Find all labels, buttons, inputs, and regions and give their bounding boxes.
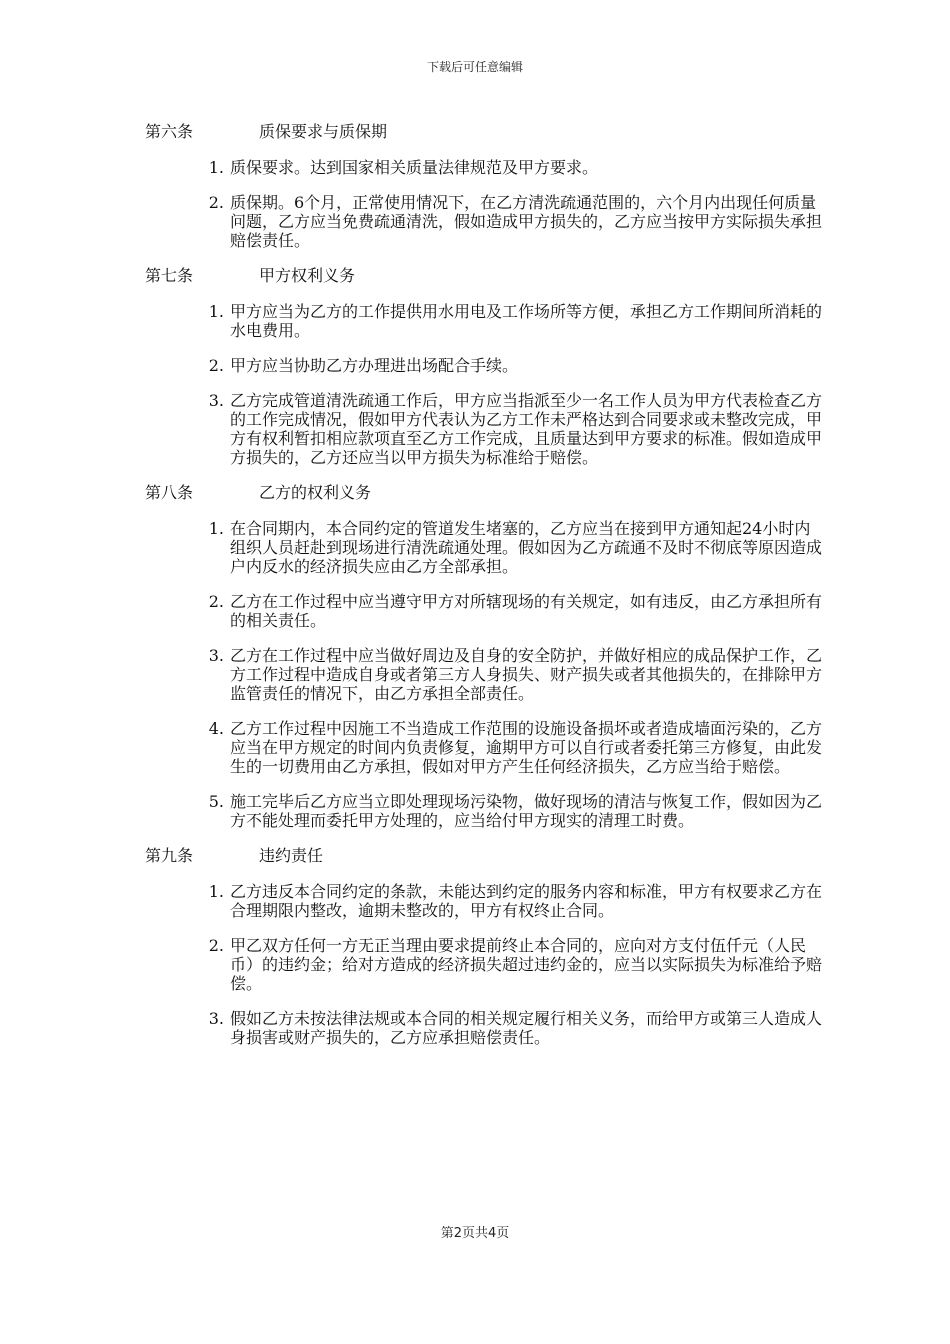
- list-item-number: 1.: [208, 302, 224, 321]
- list-item-text: 甲乙双方任何一方无正当理由要求提前终止本合同的，应向对方支付伍仟元（人民币）的违约金；给对方造成的经济损失超过违约金的，应当以实际损失为标准给予赔偿。: [230, 936, 823, 993]
- list-item: [145, 356, 825, 375]
- list-item-text: 在合同期内，本合同约定的管道发生堵塞的，乙方应当在接到甲方通知起24小时内组织人员赶赴到现场进行清洗疏通处理。假如因为乙方疏通不及时不彻底等原因造成户内反水的经济损失应由乙方全部承担。: [230, 519, 823, 576]
- article-title: 甲方权利义务: [259, 266, 356, 285]
- article-title: 违约责任: [259, 846, 324, 865]
- article-number: 第八条: [145, 483, 194, 502]
- document-body: [145, 122, 825, 1063]
- list-item: [145, 646, 825, 703]
- list-item-text: 施工完毕后乙方应当立即处理现场污染物，做好现场的清洁与恢复工作，假如因为乙方不能处理而委托甲方处理的，应当给付甲方现实的清理工时费。: [230, 792, 823, 830]
- article-section: [145, 122, 825, 250]
- list-item-number: 1.: [208, 882, 224, 901]
- article-number: 第六条: [145, 122, 194, 141]
- list-item-number: 2.: [208, 356, 224, 375]
- list-item-text: 乙方在工作过程中应当做好周边及自身的安全防护，并做好相应的成品保护工作，乙方工作过程中造成自身或者第三方人身损失、财产损失或者其他损失的，在排除甲方监管责任的情况下，由乙方承担全部责任。: [230, 646, 823, 703]
- list-item-number: 3.: [208, 646, 224, 665]
- list-item: [145, 719, 825, 776]
- list-item-text: 乙方完成管道清洗疏通工作后，甲方应当指派至少一名工作人员为甲方代表检查乙方的工作完成情况，假如甲方代表认为乙方工作未严格达到合同要求或未整改完成，甲方有权利暂扣相应款项直至乙方工作完成，且质量达到甲方要求的标准。假如造成甲方损失的，乙方还应当以甲方损失为标准给于赔偿。: [230, 391, 823, 467]
- article-title: 乙方的权利义务: [259, 483, 372, 502]
- list-item: [145, 592, 825, 630]
- article-number: 第九条: [145, 846, 194, 865]
- list-item-number: 5.: [208, 792, 224, 811]
- article-title: 质保要求与质保期: [259, 122, 388, 141]
- list-item-text: 甲方应当协助乙方办理进出场配合手续。: [230, 356, 519, 375]
- list-item: [145, 519, 825, 576]
- list-item: [145, 158, 825, 177]
- list-item-text: 乙方在工作过程中应当遵守甲方对所辖现场的有关规定，如有违反，由乙方承担所有的相关责任。: [230, 592, 823, 630]
- article-heading: [145, 483, 825, 503]
- article-section: [145, 483, 825, 830]
- list-item: [145, 391, 825, 467]
- list-item-number: 1.: [208, 158, 224, 177]
- list-item-number: 4.: [208, 719, 224, 738]
- list-item-text: 假如乙方未按法律法规或本合同的相关规定履行相关义务，而给甲方或第三人造成人身损害或财产损失的，乙方应承担赔偿责任。: [230, 1009, 823, 1047]
- article-heading: [145, 266, 825, 286]
- list-item: [145, 792, 825, 830]
- article-section: [145, 266, 825, 467]
- list-item-text: 甲方应当为乙方的工作提供用水用电及工作场所等方便，承担乙方工作期间所消耗的水电费用。: [230, 302, 823, 340]
- list-item: [145, 882, 825, 920]
- list-item-number: 2.: [208, 936, 224, 955]
- article-heading: [145, 846, 825, 866]
- list-item: [145, 193, 825, 250]
- list-item: [145, 302, 825, 340]
- list-item-number: 3.: [208, 1009, 224, 1028]
- list-item-text: 乙方工作过程中因施工不当造成工作范围的设施设备损坏或者造成墙面污染的，乙方应当在甲方规定的时间内负责修复，逾期甲方可以自行或者委托第三方修复，由此发生的一切费用由乙方承担，假如对甲方产生任何经济损失，乙方应当给于赔偿。: [230, 719, 823, 776]
- article-heading: [145, 122, 825, 142]
- list-item-number: 1.: [208, 519, 224, 538]
- article-section: [145, 846, 825, 1047]
- page-header: 下载后可任意编辑: [426, 60, 523, 74]
- list-item-text: 质保要求。达到国家相关质量法律规范及甲方要求。: [230, 158, 599, 177]
- article-number: 第七条: [145, 266, 194, 285]
- page-number: 第2页共4页: [440, 1226, 510, 1241]
- list-item-number: 2.: [208, 193, 224, 212]
- list-item: [145, 1009, 825, 1047]
- list-item-number: 3.: [208, 391, 224, 410]
- list-item-number: 2.: [208, 592, 224, 611]
- list-item: [145, 936, 825, 993]
- list-item-text: 质保期。6个月，正常使用情况下，在乙方清洗疏通范围的，六个月内出现任何质量问题，乙方应当免费疏通清洗，假如造成甲方损失的，乙方应当按甲方实际损失承担赔偿责任。: [230, 193, 823, 250]
- list-item-text: 乙方违反本合同约定的条款，未能达到约定的服务内容和标准，甲方有权要求乙方在合理期限内整改，逾期未整改的，甲方有权终止合同。: [230, 882, 823, 920]
